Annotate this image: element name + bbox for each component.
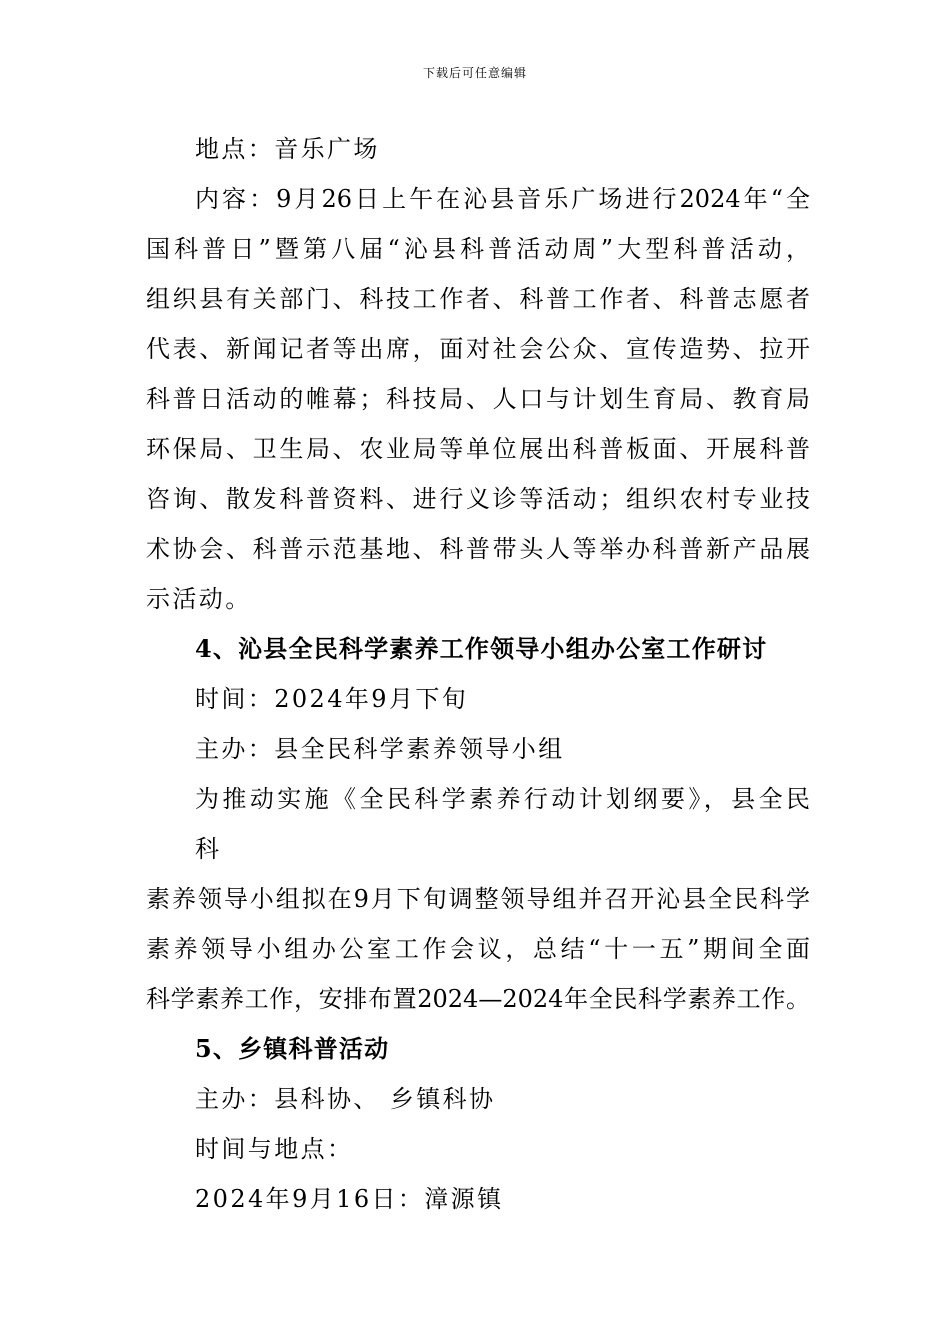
content-line: 代表、新闻记者等出席，面对社会公众、宣传造势、拉开 <box>146 335 810 363</box>
section-heading: 4、沁县全民科学素养工作领导小组办公室工作研讨 <box>195 634 768 663</box>
time-line: 时间：2024年9月下旬 <box>195 685 469 713</box>
content-line: 环保局、卫生局、农业局等单位展出科普板面、开展科普 <box>146 435 810 463</box>
content-line: 咨询、散发科普资料、进行义诊等活动；组织农村专业技 <box>146 485 810 513</box>
time-place-label: 时间与地点： <box>195 1135 354 1163</box>
section-heading: 5、乡镇科普活动 <box>195 1034 390 1063</box>
content-line: 术协会、科普示范基地、科普带头人等举办科普新产品展 <box>146 535 810 563</box>
location-line: 地点：音乐广场 <box>195 135 380 163</box>
content-line: 国科普日”暨第八届“沁县科普活动周”大型科普活动， <box>146 235 810 263</box>
date-place-line: 2024年9月16日：漳源镇 <box>195 1185 504 1213</box>
content-line: 组织县有关部门、科技工作者、科普工作者、科普志愿者 <box>146 285 810 313</box>
body-line: 为推动实施《全民科学素养行动计划纲要》，县全民 <box>195 785 810 813</box>
content-line: 科普日活动的帷幕；科技局、人口与计划生育局、教育局 <box>146 385 810 413</box>
organizer-line: 主办：县科协、 乡镇科协 <box>195 1085 496 1113</box>
page-header: 下载后可任意编辑 <box>422 66 527 80</box>
content-line: 示活动。 <box>146 585 252 613</box>
body-line: 素养领导小组办公室工作会议，总结“十一五”期间全面 <box>146 935 810 963</box>
content-line: 内容：9月26日上午在沁县音乐广场进行2024年“全 <box>195 185 810 213</box>
body-line: 科学素养工作，安排布置2024—2024年全民科学素养工作。 <box>146 985 810 1013</box>
organizer-line: 主办：县全民科学素养领导小组 <box>195 735 565 763</box>
body-line: 素养领导小组拟在9月下旬调整领导组并召开沁县全民科学 <box>146 885 810 913</box>
body-line: 科 <box>195 835 222 863</box>
